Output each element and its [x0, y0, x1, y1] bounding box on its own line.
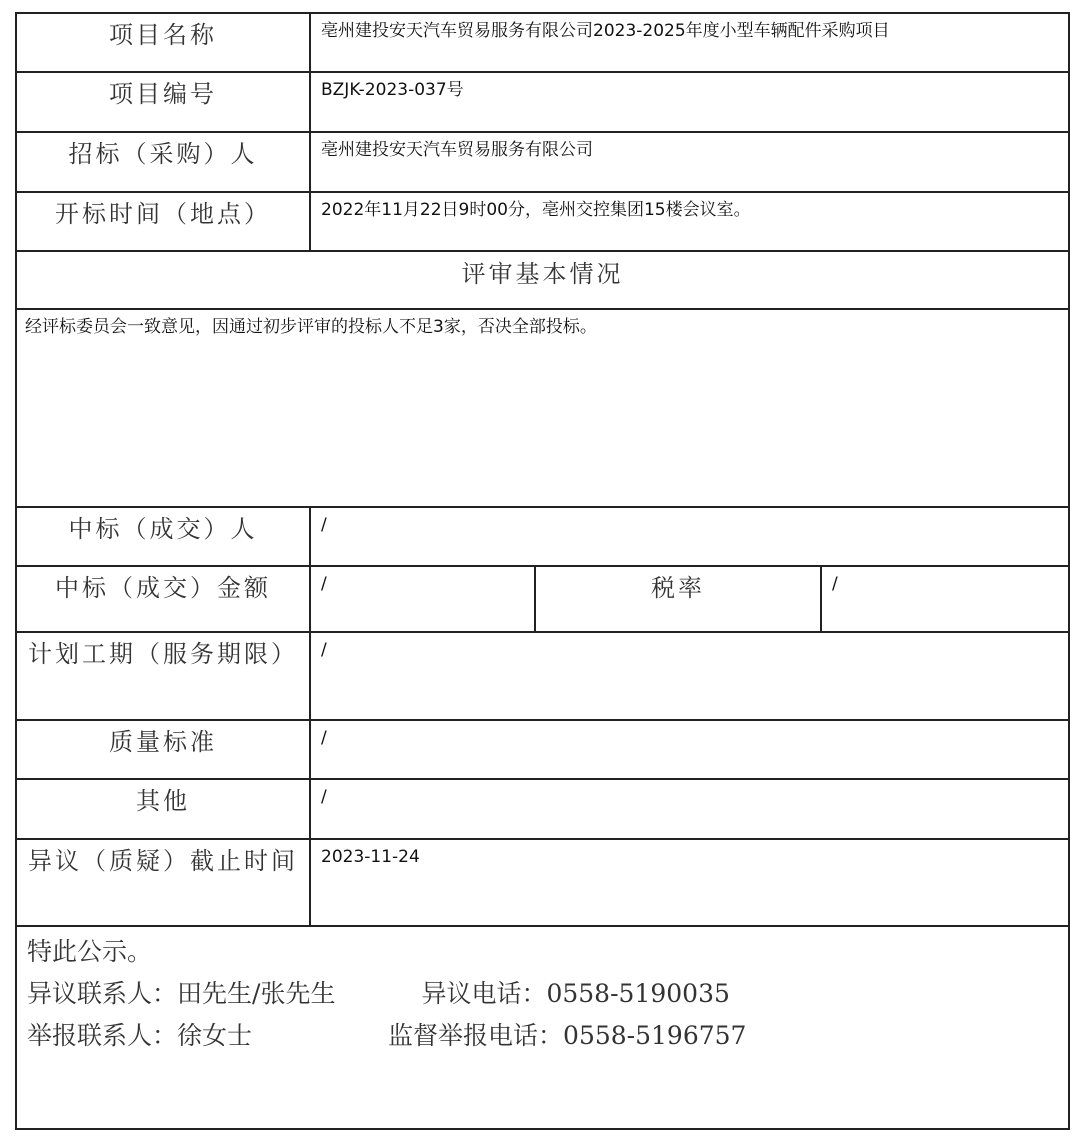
review-text: 经评标委员会一致意见，因通过初步评审的投标人不足3家，否决全部投标。: [16, 309, 1069, 507]
winner-label: 中标（成交）人: [16, 507, 310, 566]
quality-label: 质量标准: [16, 720, 310, 779]
tax-rate-value: /: [821, 566, 1069, 632]
objection-phone-label: 异议电话：: [421, 979, 547, 1008]
winner-value: /: [310, 507, 1069, 566]
period-label: 计划工期（服务期限）: [16, 632, 310, 720]
amount-label: 中标（成交）金额: [16, 566, 310, 632]
row-review-title: [16, 251, 1069, 309]
award-notice-table: [15, 12, 1070, 1130]
project-no-value: BZJK-2023-037号: [310, 72, 1069, 132]
purchaser-value: 亳州建投安天汽车贸易服务有限公司: [310, 132, 1069, 192]
opening-label: 开标时间（地点）: [16, 192, 310, 251]
notice-block: [16, 926, 1069, 1129]
project-name-label: 项目名称: [16, 13, 310, 72]
row-project-name: [16, 13, 1069, 72]
amount-value: /: [310, 566, 535, 632]
report-contact-line: [27, 1015, 1058, 1057]
row-quality: [16, 720, 1069, 779]
project-name-value: 亳州建投安天汽车贸易服务有限公司2023-2025年度小型车辆配件采购项目: [310, 13, 1069, 72]
opening-value: 2022年11月22日9时00分，亳州交控集团15楼会议室。: [310, 192, 1069, 251]
objection-contact-name: 田先生/张先生: [177, 979, 336, 1008]
report-contact-label: 举报联系人：: [27, 1021, 178, 1050]
row-purchaser: [16, 132, 1069, 192]
objection-contact-label: 异议联系人：: [27, 979, 178, 1008]
row-period: [16, 632, 1069, 720]
project-no-label: 项目编号: [16, 72, 310, 132]
objection-deadline-label: 异议（质疑）截止时间: [16, 839, 310, 926]
row-amount: [16, 566, 1069, 632]
quality-value: /: [310, 720, 1069, 779]
row-opening: [16, 192, 1069, 251]
other-label: 其他: [16, 779, 310, 839]
purchaser-label: 招标（采购）人: [16, 132, 310, 192]
row-objection-deadline: [16, 839, 1069, 926]
row-notice: [16, 926, 1069, 1129]
row-project-no: [16, 72, 1069, 132]
report-contact-name: 徐女士: [177, 1021, 253, 1050]
other-value: /: [310, 779, 1069, 839]
objection-phone-number: 0558-5190035: [546, 979, 730, 1008]
objection-contact-line: [27, 973, 1058, 1015]
report-phone-label: 监督举报电话：: [388, 1021, 564, 1050]
tax-rate-label: 税率: [535, 566, 821, 632]
notice-title: 特此公示。: [27, 937, 153, 966]
period-value: /: [310, 632, 1069, 720]
row-winner: [16, 507, 1069, 566]
objection-deadline-value: 2023-11-24: [310, 839, 1069, 926]
row-review-text: [16, 309, 1069, 507]
report-phone-number: 0558-5196757: [563, 1021, 747, 1050]
review-section-title: 评审基本情况: [16, 251, 1069, 309]
row-other: [16, 779, 1069, 839]
